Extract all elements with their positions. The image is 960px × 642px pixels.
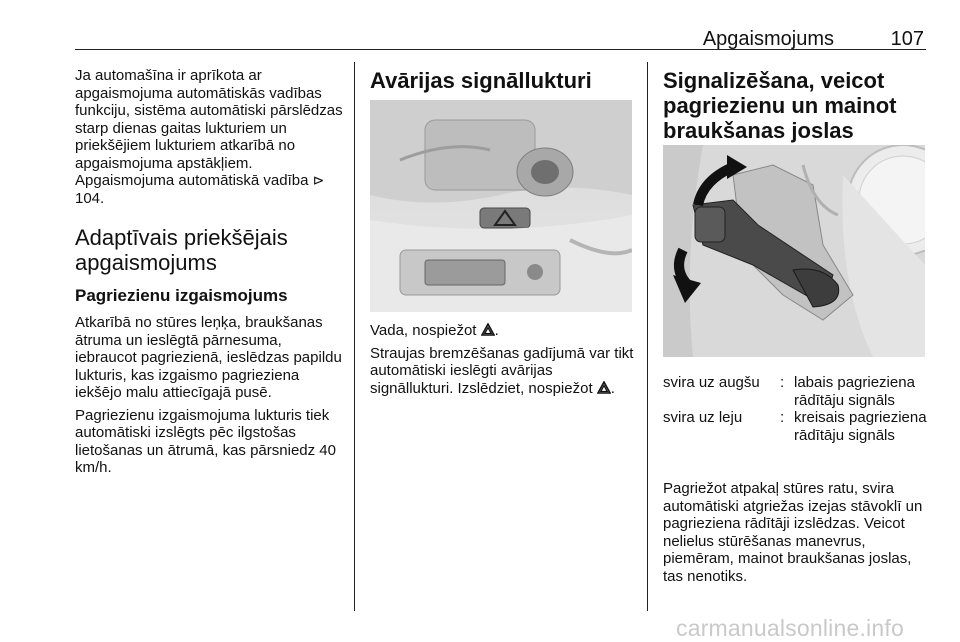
hazard-switch-photo bbox=[370, 100, 632, 312]
cornering-paragraph-2: Pagriezienu izgaismojuma lukturis tiek automātiski izslēgts pēc ilgstošas lietošanas un ātrumā, kas pārsniedz 40 km/h. bbox=[75, 406, 336, 476]
definition-row: svira uz leju : kreisais pagrieziena rādītāju signāls bbox=[663, 409, 927, 444]
hazard-triangle-icon bbox=[481, 323, 495, 336]
watermark: carmanualsonline.info bbox=[676, 615, 904, 641]
page-reference-arrow-icon: ⊳ bbox=[312, 172, 325, 188]
hazard-caption bbox=[370, 322, 635, 402]
hazard-caption-1: Vada, nospiežot . bbox=[370, 322, 499, 339]
column-right bbox=[663, 64, 928, 143]
section-title: Apgaismojums bbox=[702, 28, 834, 50]
column-middle bbox=[370, 64, 635, 93]
signalling-paragraph: Pagriežot atpakaļ stūres ratu, svira automātiski atgriežas izejas stāvoklī un pagrieziena rādītāji izslēdzas. Veicot nelielus stūrēšanas manevrus, piemēram, mainot braukšanas joslas, tas nenotiks. bbox=[663, 480, 923, 585]
intro-paragraph: Ja automašīna ir aprīkota ar apgaismojuma automātiskās vadības funkciju, sistēma automātiski pārslēdzas starp dienas gaitas lukturiem un priekšējiem lukturiem atkarībā no apgaismojuma apstākļiem. Apgaismojuma automātiskā vadība ⊳ 104. bbox=[75, 67, 343, 207]
subheading-cornering: Pagriezienu izgaismojums bbox=[75, 286, 288, 305]
hazard-triangle-icon bbox=[597, 381, 611, 394]
section-heading-signalling: Signalizēšana, veicot pagriezienu un mainot braukšanas joslas bbox=[663, 68, 897, 143]
cornering-paragraph-1: Atkarībā no stūres leņķa, braukšanas ātruma un ieslēgtā pārnesuma, iebraucot pagriezienā, ieslēdzas papildu lukturis, kas izgaismo pagrieziena iekšējo malu attiecīgajā pusē. bbox=[75, 314, 342, 401]
definition-row: svira uz augšu : labais pagrieziena rādītāju signāls bbox=[663, 374, 915, 409]
section-heading-hazard: Avārijas signāllukturi bbox=[370, 68, 592, 93]
hazard-caption-2: Straujas bremzēšanas gadījumā var tikt automātiski ieslēgti avārijas signāllukturi. Izslēdziet, nospiežot . bbox=[370, 344, 634, 397]
section-heading-adaptive: Adaptīvais priekšējais apgaismojums bbox=[75, 225, 288, 275]
intro-page-link[interactable]: 104. bbox=[75, 189, 105, 207]
turn-signal-lever-photo bbox=[663, 145, 925, 357]
column-left bbox=[75, 64, 343, 482]
column-divider-1 bbox=[354, 62, 355, 611]
page-number: 107 bbox=[890, 28, 924, 50]
lever-definitions bbox=[663, 374, 928, 444]
column-divider-2 bbox=[647, 62, 648, 611]
page-header bbox=[75, 28, 926, 50]
